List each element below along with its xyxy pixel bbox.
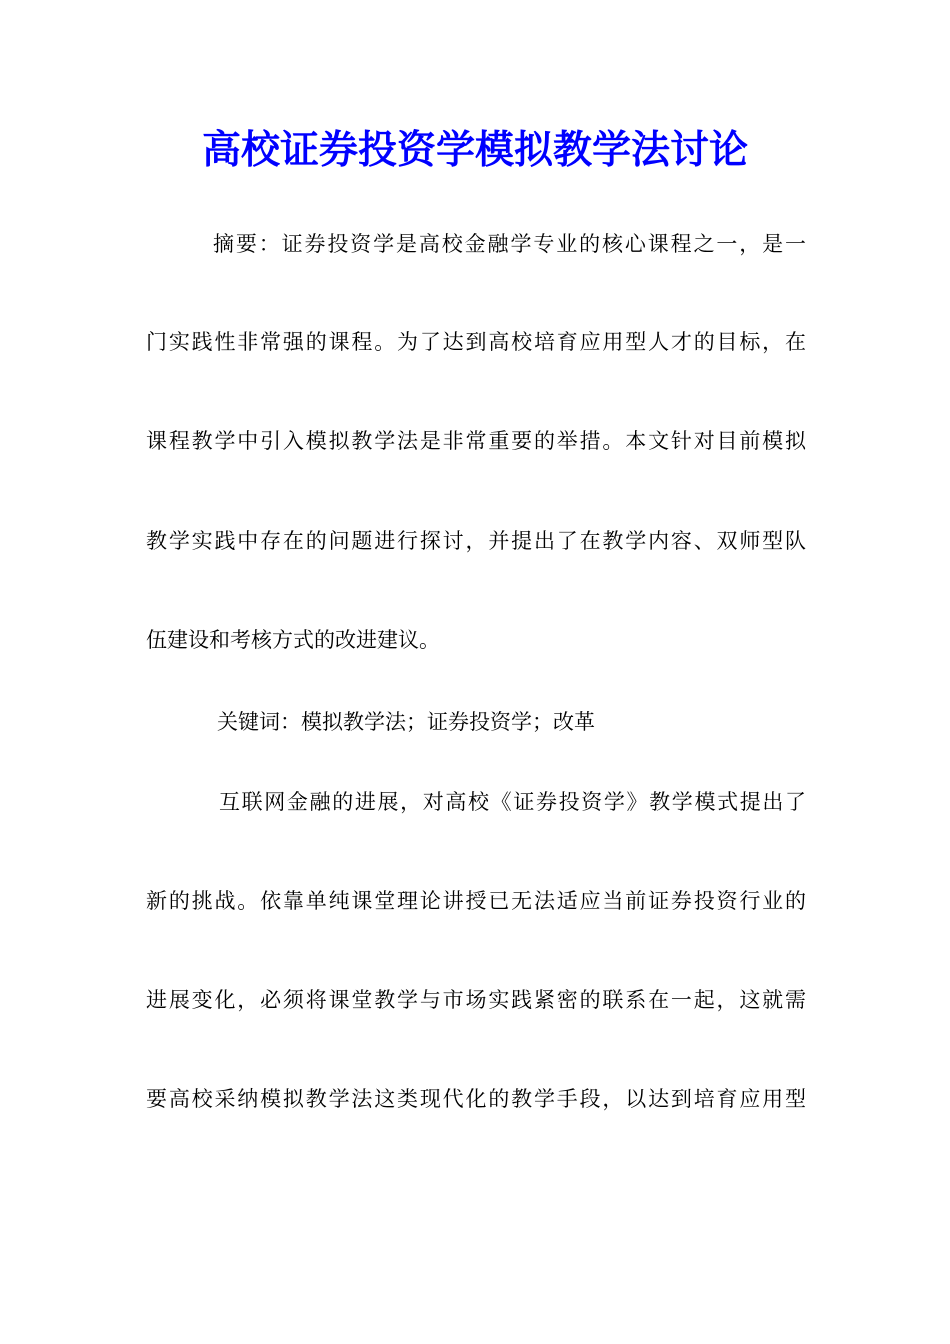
abstract-line-4: 教学实践中存在的问题进行探讨，并提出了在教学内容、双师型队 <box>146 529 806 553</box>
document-title: 高校证券投资学模拟教学法讨论 <box>201 127 748 173</box>
keywords-line: 关键词：模拟教学法；证券投资学；改革 <box>217 710 595 734</box>
abstract-line-2: 门实践性非常强的课程。为了达到高校培育应用型人才的目标，在 <box>146 330 806 354</box>
body-line-3: 进展变化，必须将课堂教学与市场实践紧密的联系在一起，这就需 <box>146 988 806 1012</box>
abstract-line-5: 伍建设和考核方式的改进建议。 <box>146 628 440 652</box>
body-line-1: 互联网金融的进展，对高校《证券投资学》教学模式提出了 <box>219 790 806 814</box>
abstract-line-1: 摘要：证券投资学是高校金融学专业的核心课程之一，是一 <box>213 232 806 256</box>
body-line-4: 要高校采纳模拟教学法这类现代化的教学手段，以达到培育应用型 <box>146 1087 806 1111</box>
abstract-line-3: 课程教学中引入模拟教学法是非常重要的举措。本文针对目前模拟 <box>146 429 806 453</box>
body-line-2: 新的挑战。依靠单纯课堂理论讲授已无法适应当前证券投资行业的 <box>146 889 806 913</box>
